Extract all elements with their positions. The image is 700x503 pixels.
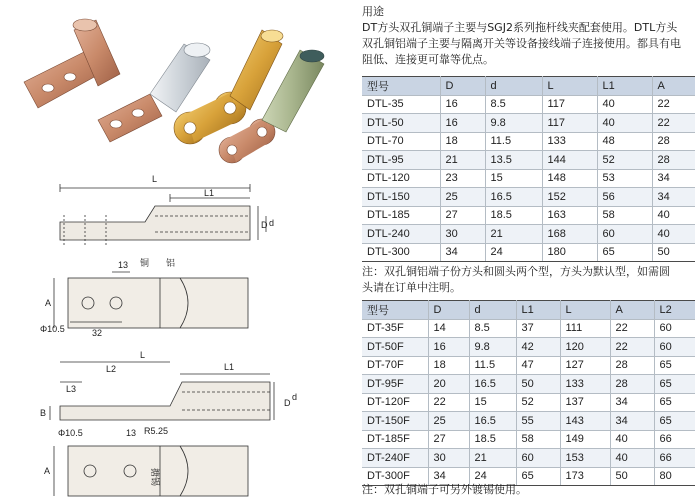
value-cell: 22 (652, 114, 695, 133)
note-1 (362, 264, 670, 296)
value-cell: 16.5 (469, 412, 516, 431)
table-row (362, 114, 695, 133)
value-cell: 144 (542, 151, 597, 170)
dim-d: d (292, 392, 298, 402)
value-cell: 37 (516, 319, 560, 338)
note-line: 注：双孔铜铝端子份方头和圆头两个型，方头为默认型，如需圆 (362, 265, 670, 278)
value-cell: 80 (654, 467, 695, 486)
column-header: L1 (516, 301, 560, 320)
photo-copper-lug (24, 19, 120, 108)
dim-32: 32 (92, 328, 103, 338)
dim-D: D (284, 398, 291, 408)
model-cell: DT-70F (362, 356, 428, 375)
value-cell: 16.5 (485, 188, 542, 207)
value-cell: 60 (654, 338, 695, 357)
value-cell: 168 (542, 225, 597, 244)
value-cell: 40 (597, 114, 652, 133)
value-cell: 28 (652, 132, 695, 151)
dt-spec-table (362, 300, 695, 486)
table-row (362, 206, 695, 225)
value-cell: 34 (652, 169, 695, 188)
model-cell: DT-240F (362, 449, 428, 468)
drawing-dt-top-view (40, 424, 340, 500)
value-cell: 14 (428, 319, 469, 338)
value-cell: 143 (560, 412, 610, 431)
value-cell: 60 (654, 319, 695, 338)
value-cell: 52 (597, 151, 652, 170)
table-row (362, 169, 695, 188)
value-cell: 58 (597, 206, 652, 225)
table-row (362, 449, 695, 468)
value-cell: 40 (652, 225, 695, 244)
value-cell: 133 (542, 132, 597, 151)
dim-13: 13 (126, 428, 137, 438)
value-cell: 163 (542, 206, 597, 225)
dim-B: B (40, 408, 47, 418)
dim-L2: L2 (106, 364, 117, 374)
value-cell: 149 (560, 430, 610, 449)
value-cell: 180 (542, 243, 597, 262)
model-cell: DTL-240 (362, 225, 440, 244)
value-cell: 53 (597, 169, 652, 188)
dim-L3: L3 (66, 384, 77, 394)
value-cell: 52 (516, 393, 560, 412)
intro-line: 双孔铜铝端子主要与隔离开关等设备接线端子连接使用。都具有电 (362, 37, 681, 50)
model-cell: DTL-50 (362, 114, 440, 133)
table-row (362, 319, 695, 338)
value-cell: 27 (428, 430, 469, 449)
value-cell: 25 (440, 188, 485, 207)
value-cell: 55 (516, 412, 560, 431)
value-cell: 21 (485, 225, 542, 244)
value-cell: 120 (560, 338, 610, 357)
value-cell: 111 (560, 319, 610, 338)
column-header: D (440, 77, 485, 96)
column-header: 型号 (362, 301, 428, 320)
label-copper: 铜 (140, 258, 150, 268)
model-cell: DTL-35 (362, 95, 440, 114)
value-cell: 40 (610, 449, 654, 468)
value-cell: 18.5 (485, 206, 542, 225)
value-cell: 18 (440, 132, 485, 151)
table-row (362, 132, 695, 151)
value-cell: 16.5 (469, 375, 516, 394)
intro-heading: 用途 (362, 5, 384, 18)
dim-L: L (152, 174, 158, 184)
intro-text (362, 4, 681, 68)
value-cell: 21 (440, 151, 485, 170)
dim-13: 13 (118, 260, 129, 270)
value-cell: 28 (652, 151, 695, 170)
model-cell: DT-120F (362, 393, 428, 412)
model-cell: DT-150F (362, 412, 428, 431)
column-header: A (610, 301, 654, 320)
note-line: 头请在订单中注明。 (362, 281, 461, 294)
value-cell: 18 (428, 356, 469, 375)
column-header: d (469, 301, 516, 320)
value-cell: 66 (654, 449, 695, 468)
table-row (362, 393, 695, 412)
value-cell: 11.5 (469, 356, 516, 375)
table-header-row (362, 301, 695, 320)
value-cell: 24 (469, 467, 516, 486)
model-cell: DTL-70 (362, 132, 440, 151)
value-cell: 56 (597, 188, 652, 207)
model-cell: DTL-185 (362, 206, 440, 225)
value-cell: 50 (652, 243, 695, 262)
table-row (362, 430, 695, 449)
drawing-dtl-top-view (40, 252, 340, 338)
value-cell: 34 (610, 393, 654, 412)
value-cell: 9.8 (485, 114, 542, 133)
value-cell: 65 (654, 356, 695, 375)
column-header: L (560, 301, 610, 320)
value-cell: 22 (610, 338, 654, 357)
dim-A: A (45, 298, 52, 308)
dtl-side-view-svg (40, 170, 340, 250)
value-cell: 18.5 (469, 430, 516, 449)
table-row (362, 375, 695, 394)
value-cell: 34 (428, 467, 469, 486)
column-header: L (542, 77, 597, 96)
value-cell: 40 (652, 206, 695, 225)
value-cell: 23 (440, 169, 485, 188)
table-row (362, 338, 695, 357)
value-cell: 60 (516, 449, 560, 468)
model-cell: DTL-95 (362, 151, 440, 170)
value-cell: 8.5 (469, 319, 516, 338)
dim-phi: Φ10.5 (40, 324, 65, 334)
value-cell: 16 (440, 95, 485, 114)
drawing-dt-side-view (40, 348, 340, 424)
value-cell: 152 (542, 188, 597, 207)
dim-phi: Φ10.5 (58, 428, 83, 438)
value-cell: 60 (597, 225, 652, 244)
spec-column (362, 0, 700, 503)
value-cell: 11.5 (485, 132, 542, 151)
model-cell: DT-50F (362, 338, 428, 357)
value-cell: 65 (597, 243, 652, 262)
value-cell: 22 (610, 319, 654, 338)
value-cell: 66 (654, 430, 695, 449)
value-cell: 15 (469, 393, 516, 412)
value-cell: 34 (652, 188, 695, 207)
dtl-spec-table (362, 76, 695, 262)
dim-R: R5.25 (144, 426, 169, 436)
column-header: A (652, 77, 695, 96)
table-row (362, 356, 695, 375)
value-cell: 58 (516, 430, 560, 449)
note-2 (362, 482, 527, 498)
label-tinning: 搪锡 (150, 468, 160, 487)
value-cell: 30 (428, 449, 469, 468)
value-cell: 65 (654, 375, 695, 394)
value-cell: 9.8 (469, 338, 516, 357)
value-cell: 34 (610, 412, 654, 431)
value-cell: 117 (542, 114, 597, 133)
value-cell: 34 (440, 243, 485, 262)
intro-line: DT方头双孔铜端子主要与SGJ2系列拖杆线夹配套使用。DTL方头 (362, 21, 678, 34)
value-cell: 16 (440, 114, 485, 133)
value-cell: 50 (610, 467, 654, 486)
value-cell: 27 (440, 206, 485, 225)
value-cell: 50 (516, 375, 560, 394)
table-row (362, 95, 695, 114)
dt-side-view-svg (40, 348, 340, 424)
column-header: D (428, 301, 469, 320)
model-cell: DTL-150 (362, 188, 440, 207)
value-cell: 65 (516, 467, 560, 486)
value-cell: 8.5 (485, 95, 542, 114)
column-header: d (485, 77, 542, 96)
dim-A: A (44, 466, 51, 476)
value-cell: 127 (560, 356, 610, 375)
value-cell: 48 (597, 132, 652, 151)
column-header: L2 (654, 301, 695, 320)
value-cell: 24 (485, 243, 542, 262)
product-photo-group (0, 0, 355, 165)
table-row (362, 225, 695, 244)
drawing-dtl-side-view (40, 170, 340, 250)
model-cell: DT-35F (362, 319, 428, 338)
model-cell: DT-185F (362, 430, 428, 449)
value-cell: 65 (654, 393, 695, 412)
dtl-top-view-svg (40, 252, 340, 338)
value-cell: 15 (485, 169, 542, 188)
table-row (362, 188, 695, 207)
value-cell: 153 (560, 449, 610, 468)
dim-L1: L1 (204, 188, 215, 198)
model-cell: DTL-300 (362, 243, 440, 262)
value-cell: 28 (610, 375, 654, 394)
value-cell: 30 (440, 225, 485, 244)
value-cell: 133 (560, 375, 610, 394)
dim-D: D (261, 220, 268, 230)
value-cell: 47 (516, 356, 560, 375)
table-header-row (362, 77, 695, 96)
value-cell: 40 (610, 430, 654, 449)
value-cell: 25 (428, 412, 469, 431)
value-cell: 42 (516, 338, 560, 357)
label-aluminum: 铝 (166, 258, 176, 268)
value-cell: 22 (652, 95, 695, 114)
table-row (362, 151, 695, 170)
value-cell: 21 (469, 449, 516, 468)
value-cell: 16 (428, 338, 469, 357)
value-cell: 20 (428, 375, 469, 394)
value-cell: 117 (542, 95, 597, 114)
dt-top-view-svg (40, 424, 340, 500)
value-cell: 148 (542, 169, 597, 188)
table-row (362, 243, 695, 262)
note-line: 注：双孔铜端子可另外镀锡使用。 (362, 483, 527, 496)
column-header: 型号 (362, 77, 440, 96)
value-cell: 65 (654, 412, 695, 431)
value-cell: 173 (560, 467, 610, 486)
value-cell: 13.5 (485, 151, 542, 170)
product-photos (0, 0, 355, 165)
value-cell: 22 (428, 393, 469, 412)
value-cell: 28 (610, 356, 654, 375)
model-cell: DTL-120 (362, 169, 440, 188)
value-cell: 40 (597, 95, 652, 114)
dim-L: L (140, 350, 146, 360)
model-cell: DT-300F (362, 467, 428, 486)
dim-d: d (269, 218, 275, 228)
dim-L1: L1 (224, 362, 235, 372)
table-row (362, 412, 695, 431)
column-header: L1 (597, 77, 652, 96)
model-cell: DT-95F (362, 375, 428, 394)
intro-line: 阻低、连接更可靠等优点。 (362, 53, 494, 66)
value-cell: 137 (560, 393, 610, 412)
